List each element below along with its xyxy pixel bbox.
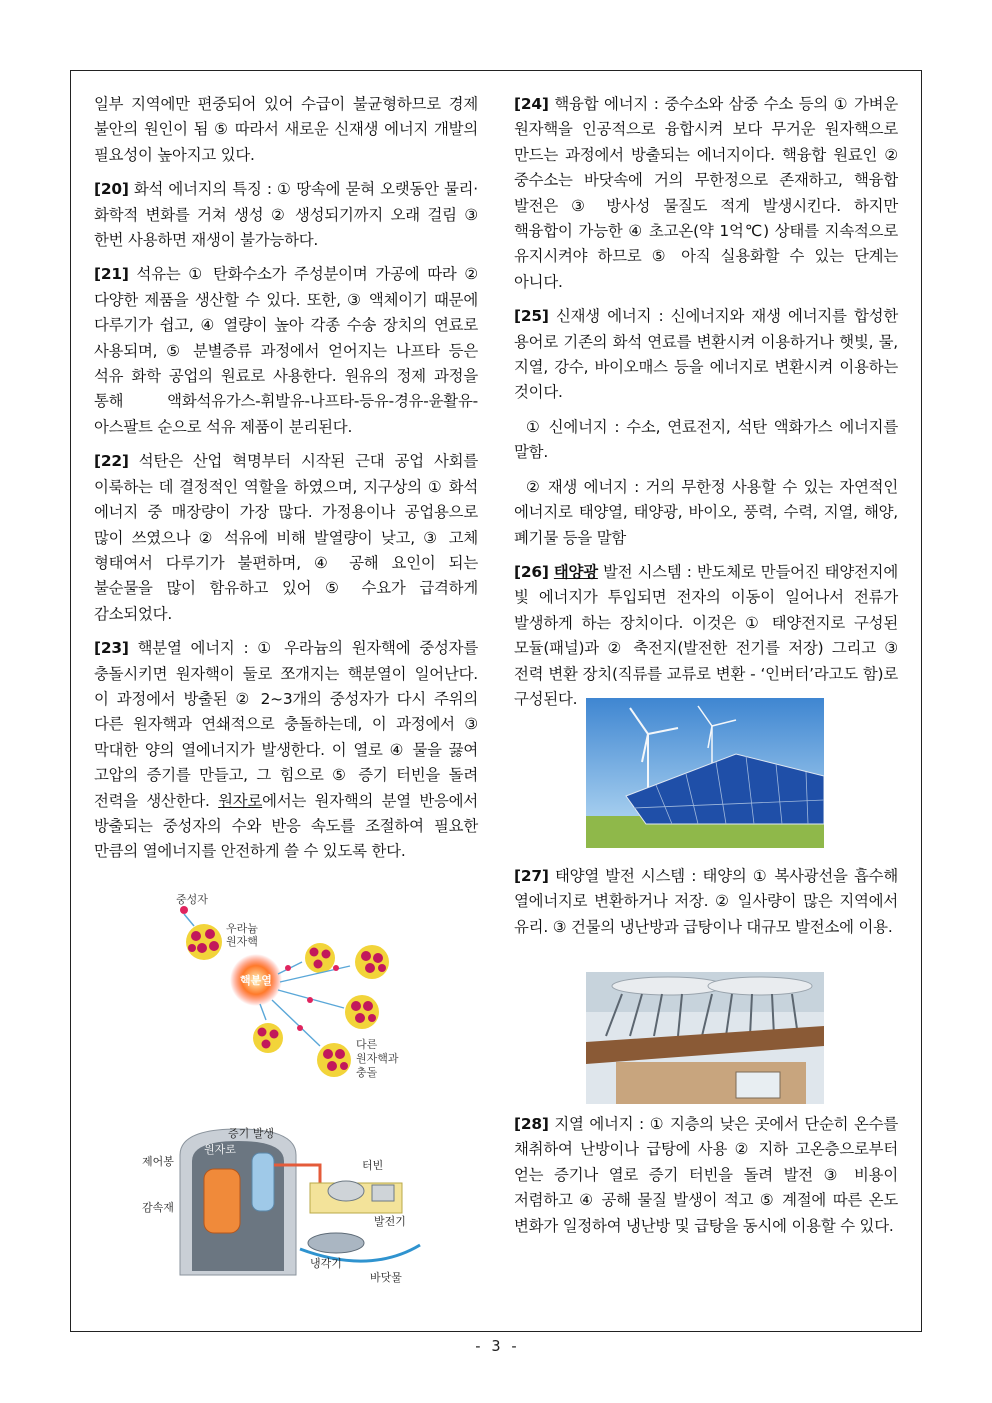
generator — [372, 1185, 394, 1201]
item-number: [22] — [94, 452, 129, 471]
fragment-nucleus — [345, 995, 379, 1029]
neutron-dot — [285, 965, 291, 971]
solar-water-heater-photo — [586, 972, 824, 1104]
item-number: [27] — [514, 867, 549, 885]
turbine-label: 터빈 — [362, 1159, 384, 1172]
paragraph-24: [24] 핵융합 에너지 : 중수소와 삼중 수소 등의 ① 가벼운 원자핵을 인공적으로 융합시켜 보다 무거운 원자핵으로 만드는 과정에서 방출되는 에너지이다. 핵융합 원료인 ② 중수소는 바닷속에 거의 무한정으로 존재하고, 핵융합 발전은 ③ 방사성 물질도 적게 발생시킨다. 하지만 핵융합이 가능한 ④ 초고온(약 1억℃) 상태를 지속적으로 유지시켜야 하므로 ⑤ 아직 실용화할 수 있는 단계는 아니다. — [514, 95, 898, 291]
item-number: [21] — [94, 265, 129, 284]
uranium-label-1: 우라늄 — [226, 922, 258, 935]
right-column-bottom — [514, 1112, 898, 1248]
seawater-label: 바닷물 — [370, 1271, 402, 1284]
water-tank — [612, 977, 724, 995]
water-tank — [708, 977, 812, 995]
paragraph-20: [20] 화석 에너지의 특징 : ① 땅속에 묻혀 오랫동안 물리·화학적 변화를 거쳐 생성 ② 생성되기까지 오래 걸림 ③ 한번 사용하면 재생이 불가능하다. — [94, 180, 478, 250]
paragraph-25: [25] 신재생 에너지 : 신에너지와 재생 에너지를 합성한 용어로 기존의 화석 연료를 변환시켜 이용하거나 햇빛, 물, 지열, 강수, 바이오매스 등을 에너지로 변환시켜 이용하는 것이다. — [514, 307, 898, 402]
reactor-label: 원자로 — [204, 1143, 236, 1156]
paragraph-28: [28] 지열 에너지 : ① 지층의 낮은 곳에서 단순히 온수를 채취하여 난방이나 급탕에 사용 ② 지하 고온층으로부터 얻는 증기나 열로 증기 터빈을 돌려 발전 ③ 비용이 저렴하고 ④ 공해 물질 발생이 적고 ⑤ 계절에 따른 온도 변화가 일정하여 냉난방 및 급탕을 동시에 이용할 수 있다. — [514, 1115, 898, 1235]
collision-label-1: 다른 — [356, 1038, 378, 1051]
control-rod-label: 제어봉 — [142, 1155, 174, 1168]
paragraph-25-sub2: ② 재생 에너지 : 거의 무한정 사용할 수 있는 자연적인 에너지로 태양열, 태양광, 바이오, 풍력, 수력, 지열, 해양, 폐기물 등을 말함 — [514, 477, 898, 547]
turbine — [328, 1181, 364, 1201]
item-number: [20] — [94, 180, 129, 199]
fragment-nucleus — [355, 945, 389, 979]
item-number: [26] — [514, 562, 549, 581]
neutron-dot — [307, 997, 313, 1003]
reactor-core — [204, 1169, 240, 1233]
left-column — [94, 92, 478, 874]
window — [736, 1072, 780, 1098]
neutron-dot — [180, 906, 188, 914]
item-number: [25] — [514, 307, 549, 326]
fission-label: 핵분열 — [240, 974, 272, 987]
neutron-dot — [297, 1025, 303, 1031]
condenser-label: 냉각기 — [310, 1257, 342, 1270]
right-column-lower — [514, 864, 898, 949]
paragraph-26: [26] 태양광 발전 시스템 : 반도체로 만들어진 태양전지에 빛 에너지가 투입되면 전자의 이동이 일어나서 전류가 발생하게 하는 장치이다. 이것은 ① 태양전지로 구성된 모듈(패널)과 ② 축전지(발전한 전기를 저장) 그리고 ③ 전력 변환 장치(직류를 교류로 변환 - ‘인버터’라고도 함)로 구성된다. — [514, 562, 898, 708]
underlined-term: 원자로 — [218, 791, 263, 810]
condenser — [308, 1233, 364, 1253]
steam-generator — [252, 1153, 274, 1211]
fragment-nucleus — [305, 943, 335, 973]
item-number: [28] — [514, 1115, 549, 1133]
paragraph-27: [27] 태양열 발전 시스템 : 태양의 ① 복사광선을 흡수해 열에너지로 변환하거나 저장. ② 일사량이 많은 지역에서 유리. ③ 건물의 냉난방과 급탕이나 대규모 발전소에 이용. — [514, 867, 898, 936]
uranium-label-2: 원자핵 — [226, 935, 258, 948]
fragment-nucleus — [253, 1023, 283, 1053]
item-number: [23] — [94, 639, 129, 658]
paragraph-intro: 일부 지역에만 편중되어 있어 수급이 불균형하므로 경제 불안의 원인이 됨 ⑤ 따라서 새로운 신재생 에너지 개발의 필요성이 높아지고 있다. — [94, 95, 478, 164]
fragment-nucleus — [317, 1043, 351, 1077]
page-number: - 3 - — [473, 1337, 519, 1355]
reactor-diagram — [140, 1125, 430, 1285]
uranium-nucleus-main — [186, 924, 222, 960]
paragraph-23: [23] 핵분열 에너지 : ① 우라늄의 원자핵에 중성자를 충돌시키면 원자핵이 둘로 쪼개지는 핵분열이 일어난다. 이 과정에서 방출된 ② 2~3개의 중성자가 다시 주위의 다른 원자핵과 연쇄적으로 충돌하는데, 이 과정에서 ③ 막대한 양의 열에너지가 발생한다. 이 열로 ④ 물을 끓여 고압의 증기를 만들고, 그 힘으로 ⑤ 증기 터빈을 돌려 전력을 생산한다. 원자로에서는 원자핵의 분열 반응에서 방출되는 중성자의 수와 반응 속도를 조절하여 필요한 만큼의 열에너지를 안전하게 쓸 수 있도록 한다. — [94, 639, 478, 861]
generator-label: 발전기 — [374, 1215, 406, 1228]
moderator-label: 감속재 — [142, 1201, 174, 1214]
solar-panel-photo — [586, 698, 824, 848]
right-column — [514, 92, 898, 721]
collision-label-3: 충돌 — [356, 1066, 378, 1079]
paragraph-22: [22] 석탄은 산업 혁명부터 시작된 근대 공업 사회를 이룩하는 데 결정적인 역할을 하였으며, 지구상의 ① 화석 에너지 중 매장량이 가장 많다. 가정용이나 공업용으로 많이 쓰였으나 ② 석유에 비해 발열량이 낮고, ③ 고체 형태여서 다루기가 불편하며, ④ 공해 요인이 되는 불순물을 많이 함유하고 있어 ⑤ 수요가 급격하게 감소되었다. — [94, 452, 478, 623]
arrow — [184, 914, 194, 926]
underlined-term: 태양광 — [553, 562, 598, 581]
paragraph-21: [21] 석유는 ① 탄화수소가 주성분이며 가공에 따라 ② 다양한 제품을 생산할 수 있다. 또한, ③ 액체이기 때문에 다루기가 쉽고, ④ 열량이 높아 각종 수송 장치의 연료로 사용되며, ⑤ 분별증류 과정에서 얻어지는 나프타 등은 석유 화학 공업의 원료로 사용한다. 원유의 정제 과정을 통해 액화석유가스-휘발유-나프타-등유-경유-윤활유-아스팔트 순으로 석유 제품이 분리된다. — [94, 265, 478, 436]
paragraph-25-sub1: ① 신에너지 : 수소, 연료전지, 석탄 액화가스 에너지를 말함. — [514, 417, 898, 462]
neutron-dot — [333, 965, 339, 971]
steam-label: 증기 발생 — [228, 1127, 275, 1140]
collision-label-2: 원자핵과 — [356, 1052, 399, 1065]
item-number: [24] — [514, 95, 549, 113]
neutron-label: 중성자 — [176, 893, 208, 906]
fission-diagram — [160, 888, 420, 1118]
